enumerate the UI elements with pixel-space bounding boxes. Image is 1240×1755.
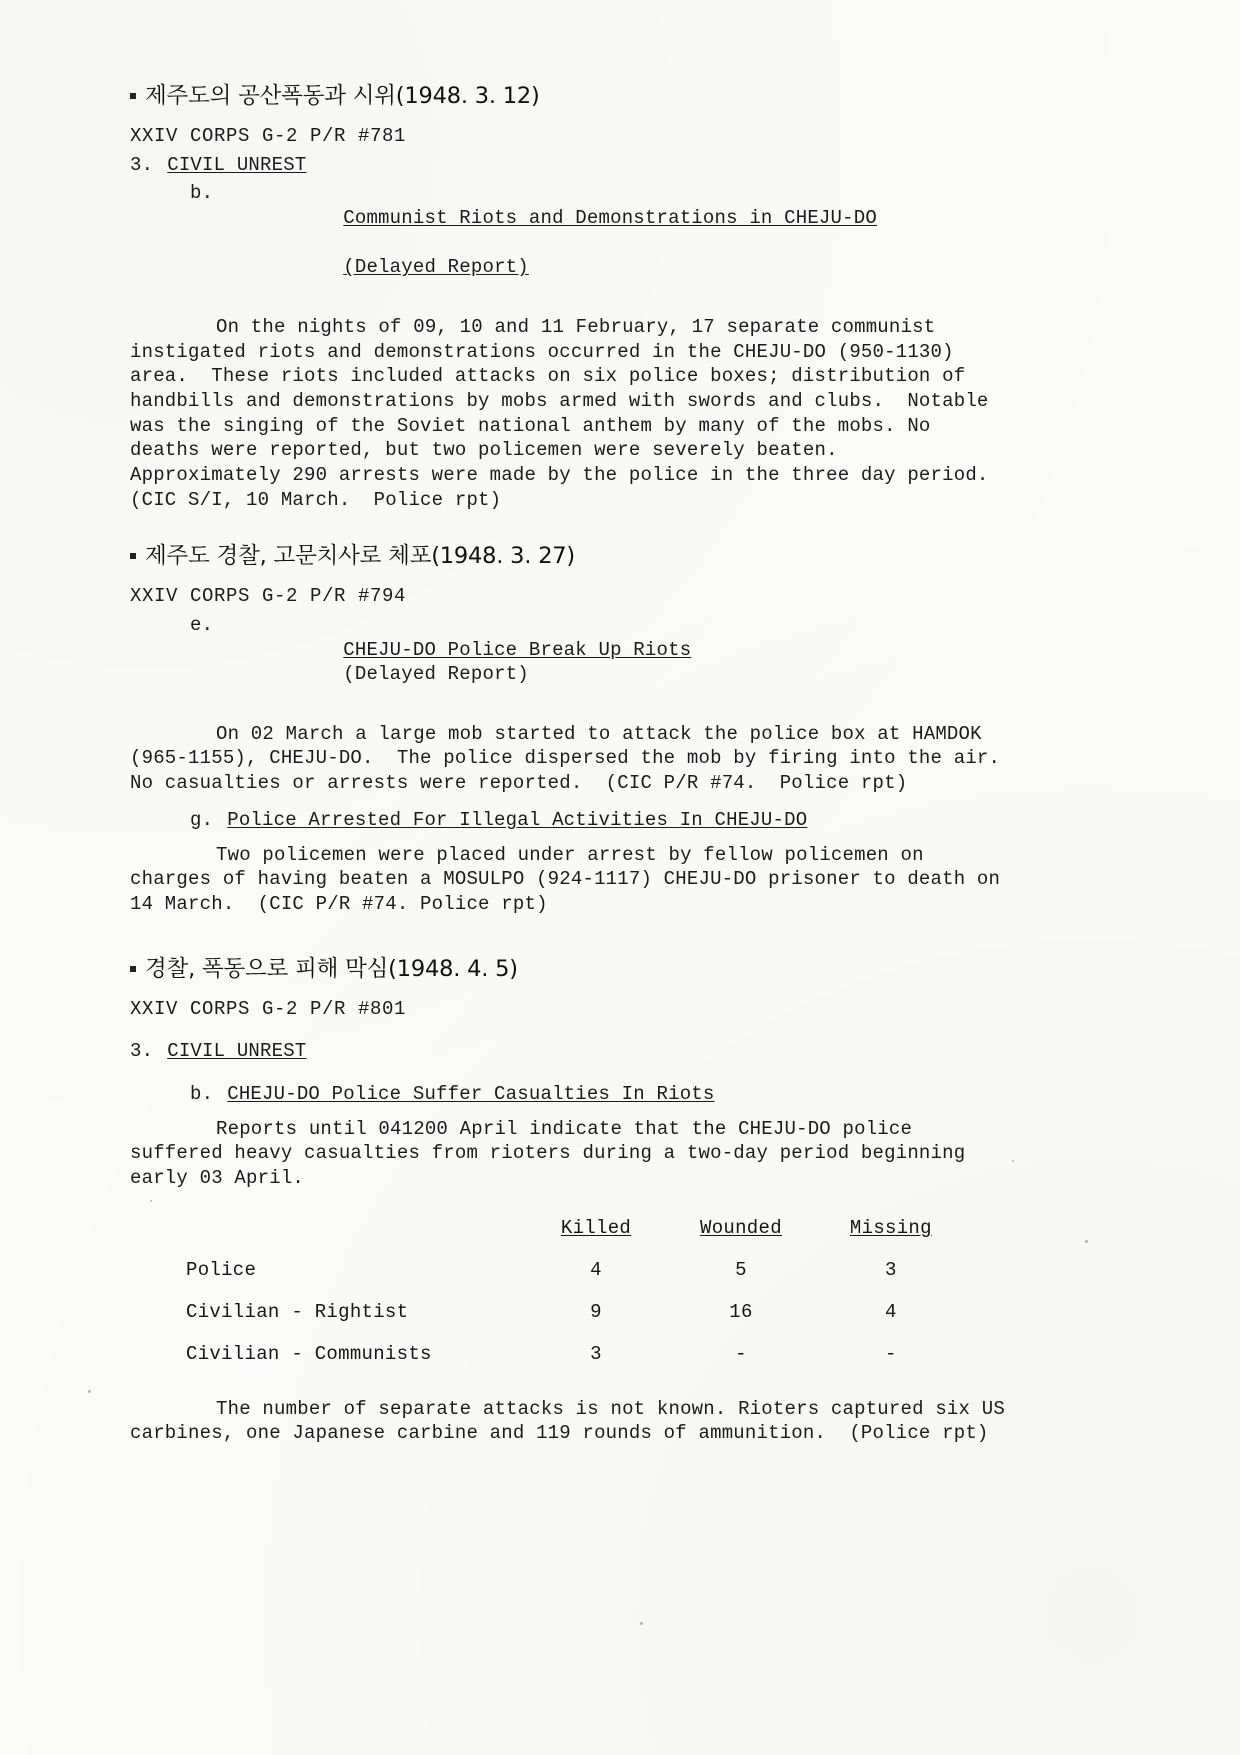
column-header-wounded: Wounded bbox=[700, 1216, 782, 1239]
cell-missing: - bbox=[885, 1342, 897, 1365]
body-paragraph-1: On the nights of 09, 10 and 11 February, 17 separate communist instigated riots and demonstrations occurred in the CHEJU-DO (950-1130) area. These riots included attacks on six police boxes; distribution of handbills and demonstrations by mobs armed with swords and clubs. Notable was the singing of the Soviet national anthem by many of the mobs. No deaths were reported, but two policemen were severely beaten. Approximately 290 arrests were made by the police in the three day period. (CIC S/I, 10 March. Police rpt) bbox=[130, 315, 1012, 511]
bullet-icon bbox=[130, 966, 136, 972]
item-heading-3 bbox=[130, 808, 1144, 833]
item-heading-4 bbox=[130, 1082, 1144, 1107]
table-row bbox=[130, 1291, 966, 1333]
korean-heading-text: 경찰, 폭동으로 피해 막심(1948. 4. 5) bbox=[145, 955, 518, 982]
item-letter: b. bbox=[190, 1082, 214, 1105]
table-header-row bbox=[130, 1217, 966, 1249]
section-title: CIVIL UNREST bbox=[167, 153, 307, 176]
scan-speck bbox=[640, 1622, 643, 1625]
bullet-icon bbox=[130, 553, 136, 559]
scan-speck bbox=[150, 1200, 152, 1202]
bullet-icon bbox=[130, 93, 136, 99]
item-title: CHEJU-DO Police Suffer Casualties In Riots bbox=[227, 1082, 715, 1105]
table-row bbox=[130, 1333, 966, 1375]
section-heading-1 bbox=[130, 153, 1144, 178]
cell-missing: 4 bbox=[885, 1300, 897, 1323]
item-title: CHEJU-DO Police Break Up Riots bbox=[343, 638, 692, 661]
row-label: Civilian - Rightist bbox=[186, 1300, 409, 1323]
source-line-2: XXIV CORPS G-2 P/R #794 bbox=[130, 585, 407, 608]
column-header-killed: Killed bbox=[560, 1216, 632, 1239]
body-paragraph-2: On 02 March a large mob started to attack the police box at HAMDOK (965-1155), CHEJU-DO. The police dispersed the mob by firing into the air. No casualties or arrests were reported. (CIC P/R #74. Police rpt) bbox=[130, 722, 1024, 795]
source-line-1: XXIV CORPS G-2 P/R #781 bbox=[130, 125, 407, 147]
cell-killed: 9 bbox=[590, 1300, 602, 1323]
section-block-1 bbox=[130, 78, 1144, 512]
casualty-table bbox=[130, 1217, 966, 1375]
item-title: Police Arrested For Illegal Activities In CHEJU-DO bbox=[227, 808, 808, 831]
body-paragraph-3: Two policemen were placed under arrest by fellow policemen on charges of having beaten a MOSULPO (924-1117) CHEJU-DO prisoner to death on 14 March. (CIC P/R #74. Police rpt) bbox=[130, 843, 1012, 915]
body-paragraph-4: Reports until 041200 April indicate that the CHEJU-DO police suffered heavy casualties from rioters during a two-day period beginning early 03 April. bbox=[130, 1117, 977, 1189]
item-letter: e. bbox=[190, 614, 214, 636]
item-title-wrap bbox=[227, 613, 691, 712]
scan-speck bbox=[88, 1390, 91, 1393]
item-title-suffix: (Delayed Report) bbox=[343, 663, 529, 686]
row-label: Police bbox=[186, 1258, 257, 1281]
korean-heading-3 bbox=[130, 951, 1144, 983]
section-block-2 bbox=[130, 538, 1144, 916]
cell-killed: 4 bbox=[590, 1258, 602, 1281]
cell-missing: 3 bbox=[885, 1258, 897, 1281]
column-header-missing: Missing bbox=[849, 1216, 932, 1239]
cell-wounded: - bbox=[735, 1342, 747, 1365]
item-title-line-1: Communist Riots and Demonstrations in CHEJU-DO bbox=[343, 207, 877, 230]
table-body bbox=[130, 1249, 966, 1375]
scan-speck bbox=[1085, 1240, 1088, 1243]
item-letter: g. bbox=[190, 808, 214, 831]
scan-speck bbox=[1012, 1160, 1014, 1162]
korean-heading-2 bbox=[130, 538, 1144, 570]
section-title: CIVIL UNREST bbox=[167, 1040, 307, 1063]
row-label: Civilian - Communists bbox=[186, 1342, 432, 1365]
column-header-blank bbox=[130, 1217, 526, 1249]
item-title-wrap bbox=[227, 181, 877, 304]
section-number: 3. bbox=[130, 1040, 154, 1063]
source-line-3: XXIV CORPS G-2 P/R #801 bbox=[130, 997, 407, 1020]
cell-killed: 3 bbox=[590, 1342, 602, 1365]
cell-wounded: 16 bbox=[729, 1300, 753, 1323]
table-row bbox=[130, 1249, 966, 1291]
item-heading-1 bbox=[130, 181, 1144, 304]
closing-paragraph: The number of separate attacks is not known. Rioters captured six US carbines, one Japanese carbine and 119 rounds of ammunition. (Police rpt) bbox=[130, 1397, 1017, 1445]
cell-wounded: 5 bbox=[735, 1258, 747, 1281]
section-number: 3. bbox=[130, 153, 154, 176]
korean-heading-1 bbox=[130, 78, 1144, 110]
item-title-line-2: (Delayed Report) bbox=[343, 256, 529, 279]
section-heading-3 bbox=[130, 1039, 1144, 1064]
item-heading-2 bbox=[130, 613, 1144, 712]
table-header bbox=[130, 1217, 966, 1249]
section-block-3 bbox=[130, 951, 1144, 1447]
korean-heading-text: 제주도의 공산폭동과 시위(1948. 3. 12) bbox=[145, 83, 540, 109]
item-letter: b. bbox=[190, 182, 214, 205]
korean-heading-text: 제주도 경찰, 고문치사로 체포(1948. 3. 27) bbox=[145, 543, 575, 570]
